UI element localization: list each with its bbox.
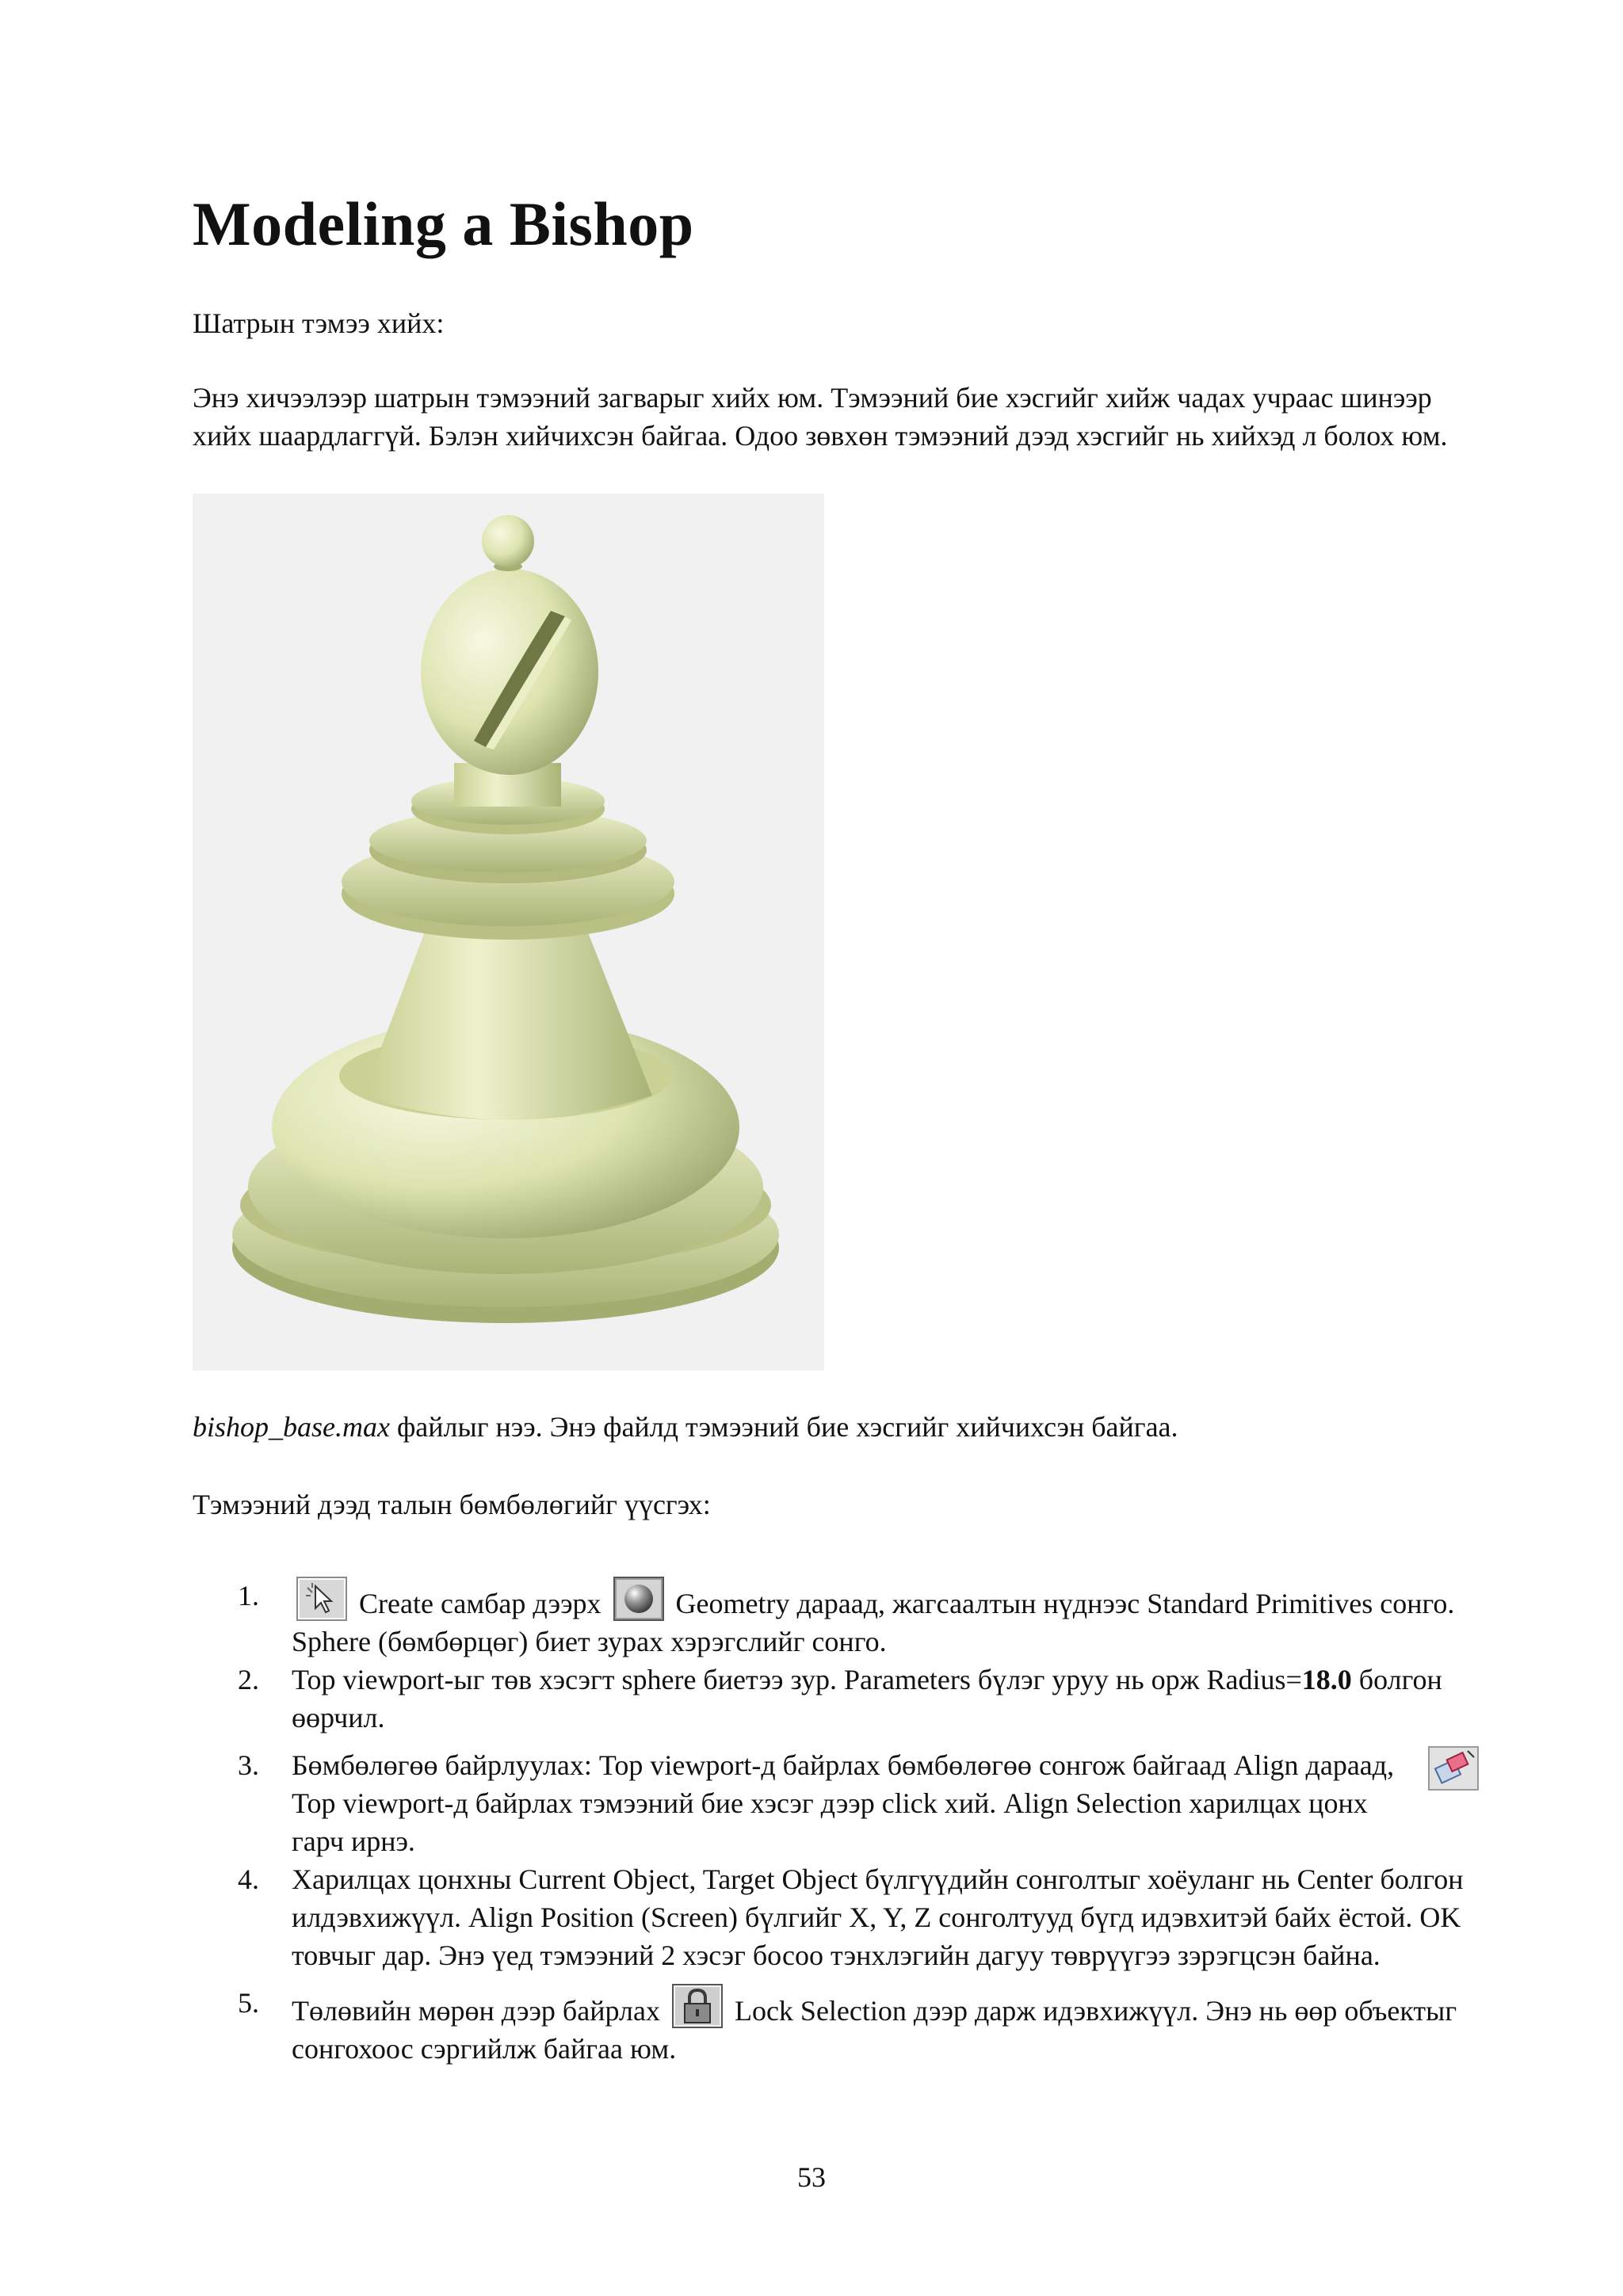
step-text: Top viewport-ыг төв хэсэгт sphere биетээ зур. Parameters бүлэг уруу нь орж Radius= bbox=[292, 1664, 1302, 1695]
step-number: 5. bbox=[238, 1987, 259, 2019]
subtitle: Шатрын тэмээ хийх: bbox=[193, 307, 445, 339]
intro-paragraph: Энэ хичээлээр шатрын тэмээний загварыг хийх юм. Тэмээний бие хэсгийг хийж чадах учраас шинээр хийх шаардлаггүй. Бэлэн хийчихсэн байгаа. Одоо зөвхөн тэмээний дээд хэсгийг нь хийхэд л болох юм. bbox=[193, 382, 1448, 452]
create-arrow-icon bbox=[296, 1577, 347, 1621]
step-number: 4. bbox=[238, 1863, 259, 1895]
align-icon bbox=[1428, 1746, 1479, 1791]
radius-value: 18.0 bbox=[1301, 1664, 1352, 1695]
bishop-illustration bbox=[193, 494, 824, 1371]
page-title: Modeling a Bishop bbox=[193, 189, 694, 258]
section-heading: Тэмээний дээд талын бөмбөлөгийг үүсгэх: bbox=[193, 1489, 711, 1520]
step-text: Create самбар дээрх bbox=[352, 1588, 609, 1619]
step-text: Харилцах цонхны Current Object, Target Object бүлгүүдийн сонголтыг хоёуланг нь Center болгон илдэвхижүүл. Align Position (Screen) бүлгийг X, Y, Z сонголтууд бүгд идэвхитэй байх ёстой. OK товчыг дар. Энэ үед тэмээний 2 хэсэг босоо тэнхлэгийн дагуу төврүүгээ зэрэгцсэн байна. bbox=[292, 1863, 1464, 1971]
step-text: Бөмбөлөгөө байрлуулах: Top viewport-д байрлах бөмбөлөгөө сонгож байгаад bbox=[292, 1749, 1227, 1781]
step-text: Align дараад, Top viewport-д байрлах тэмээний бие хэсэг дээр click хий. Align Selection харилцах цонх гарч ирнэ. bbox=[292, 1749, 1395, 1857]
step-number: 2. bbox=[238, 1664, 259, 1695]
file-instruction-text: файлыг нээ. Энэ файлд тэмээний бие хэсгийг хийчихсэн байгаа. bbox=[389, 1411, 1178, 1443]
list-item bbox=[238, 1661, 1474, 1737]
steps-list bbox=[238, 1577, 1474, 2068]
step-text: Lock Selection дээр дарж идэвхижүүл. Энэ нь өөр объектыг сонгохоос сэргийлж байгаа юм. bbox=[292, 1995, 1457, 2065]
file-name: bishop_base.max bbox=[193, 1411, 390, 1443]
list-item bbox=[238, 1984, 1474, 2068]
step-number: 3. bbox=[238, 1749, 259, 1781]
bishop-render-image bbox=[193, 494, 824, 1371]
lock-icon bbox=[672, 1984, 723, 2028]
file-instruction bbox=[193, 1409, 1178, 1446]
page-number: 53 bbox=[797, 2161, 826, 2193]
step-text: Төлөвийн мөрөн дээр байрлах bbox=[292, 1995, 667, 2027]
list-item bbox=[238, 1577, 1474, 1661]
step-text: болгон өөрчил. bbox=[292, 1664, 1442, 1733]
step-number: 1. bbox=[238, 1580, 259, 1611]
sphere-geometry-icon bbox=[613, 1577, 664, 1621]
step-text: Geometry дараад, жагсаалтын нүднээс Standard Primitives сонго. Sphere (бөмбөрцөг) биет зурах хэрэгслийг сонго. bbox=[292, 1588, 1455, 1657]
list-item bbox=[238, 1860, 1474, 1974]
list-item bbox=[238, 1746, 1474, 1860]
